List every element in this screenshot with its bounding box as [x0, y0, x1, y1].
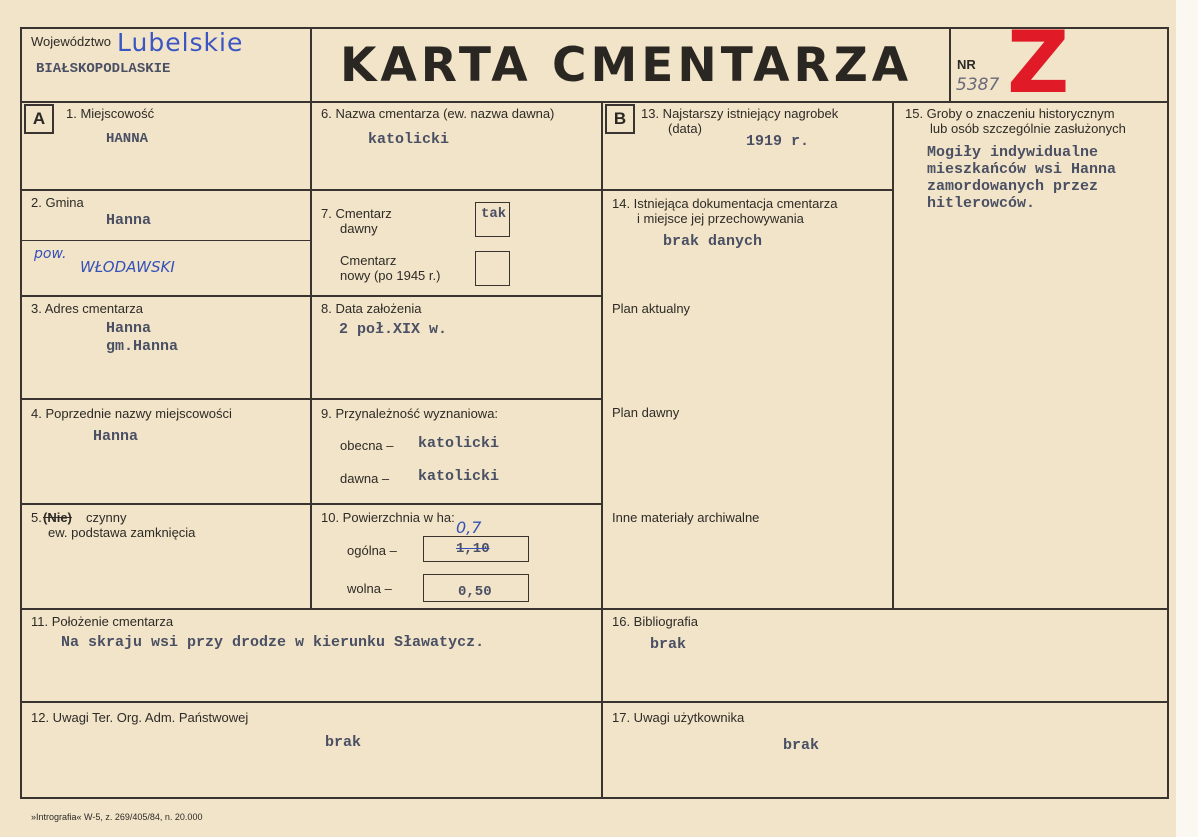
pow-line [20, 240, 310, 241]
field-16-label: 16. Bibliografia [612, 614, 698, 629]
col-divider-2 [601, 101, 603, 799]
field-15-value: Mogiły indywidualne mieszkańców wsi Hanna zamordowanych przez hitlerowców. [927, 144, 1117, 212]
page-title: KARTA CMENTARZA [340, 38, 913, 93]
field-5-sublabel: ew. podstawa zamknięcia [48, 525, 196, 540]
field-1-value: HANNA [106, 131, 149, 147]
pow-label: pow. [34, 246, 67, 262]
field-7-label: 7. Cmentarz [321, 206, 392, 221]
nr-label: NR [957, 57, 976, 72]
field-13-value: 1919 r. [746, 133, 810, 150]
field-11-value: Na skraju wsi przy drodze w kierunku Sławatycz. [61, 634, 485, 651]
field-10-wolna-value: 0,50 [458, 584, 492, 600]
field-9-obecna-label: obecna – [340, 438, 394, 453]
field-10-ogolna-struck: 1,10 [456, 541, 490, 557]
divider-11 [20, 608, 1169, 610]
field-10-wolna-label: wolna – [347, 581, 392, 596]
field-5-struck: (Nie) [43, 510, 72, 525]
field-7-label2: dawny [340, 221, 378, 236]
field-7-check-value: tak [481, 206, 507, 222]
field-3-label: 3. Adres cmentarza [31, 301, 143, 316]
field-14-label2: i miejsce jej przechowywania [637, 211, 804, 226]
field-12-label: 12. Uwagi Ter. Org. Adm. Państwowej [31, 710, 249, 725]
paper-edge [1176, 0, 1198, 837]
field-7b-label: Cmentarz [340, 253, 397, 268]
field-16-value: brak [650, 636, 687, 653]
field-9-dawna-label: dawna – [340, 471, 390, 486]
wojewodztwo-typed: BIAŁSKOPODLASKIE [36, 61, 171, 77]
section-a-marker: A [24, 104, 54, 134]
field-10-label: 10. Powierzchnia w ha: [321, 510, 455, 525]
field-15-label: 15. Groby o znaczeniu historycznym [905, 106, 1115, 121]
nr-divider [949, 27, 951, 103]
field-4-value: Hanna [93, 428, 139, 445]
field-7-checkbox-nowy[interactable] [475, 251, 510, 286]
field-1-label: 1. Miejscowość [66, 106, 155, 121]
divider-12 [20, 701, 1169, 703]
wojewodztwo-stamp: Lubelskie [117, 28, 244, 57]
field-8-label: 8. Data założenia [321, 301, 422, 316]
field-13-label2: (data) [668, 121, 702, 136]
row-line-2 [20, 189, 603, 191]
field-6-label: 6. Nazwa cmentarza (ew. nazwa dawna) [321, 106, 555, 121]
field-6-value: katolicki [368, 131, 450, 148]
field-5-prefix: 5. [31, 510, 42, 525]
field-15-label2: lub osób szczególnie zasłużonych [930, 121, 1126, 136]
field-10-ogolna-new: 0,7 [456, 518, 482, 537]
field-9-label: 9. Przynależność wyznaniowa: [321, 406, 499, 421]
field-17-value: brak [783, 737, 820, 754]
row-line-14 [601, 189, 893, 191]
col-divider-1 [310, 27, 312, 610]
section-b-marker: B [605, 104, 635, 134]
frame-left [20, 27, 22, 799]
field-5-label: czynny [86, 510, 127, 525]
field-13-label: 13. Najstarszy istniejący nagrobek [641, 106, 839, 121]
inne-materialy-label: Inne materiały archiwalne [612, 510, 760, 525]
plan-aktualny-label: Plan aktualny [612, 301, 691, 316]
field-17-label: 17. Uwagi użytkownika [612, 710, 745, 725]
col-divider-3 [892, 101, 894, 610]
wojewodztwo-label: Województwo [31, 34, 111, 49]
field-4-label: 4. Poprzednie nazwy miejscowości [31, 406, 232, 421]
field-12-value: brak [325, 734, 362, 751]
frame-bottom [20, 797, 1169, 799]
printer-footer: »Intrografia« W-5, z. 269/405/84, n. 20.000 [31, 812, 203, 822]
nr-letter-stamp: Z [1007, 13, 1070, 113]
field-2-value: Hanna [106, 212, 152, 229]
field-7b-label2: nowy (po 1945 r.) [340, 268, 441, 283]
field-11-label: 11. Położenie cmentarza [31, 614, 174, 629]
field-8-value: 2 poł.XIX w. [339, 321, 448, 338]
field-9-obecna-value: katolicki [418, 435, 500, 452]
nr-number: 5387 [956, 75, 1000, 95]
plan-dawny-label: Plan dawny [612, 405, 680, 420]
field-14-value: brak danych [663, 233, 763, 250]
row-line-4 [20, 398, 603, 400]
frame-right [1167, 27, 1169, 799]
row-line-5 [20, 503, 603, 505]
field-9-dawna-value: katolicki [418, 468, 500, 485]
header-divider [20, 101, 1169, 103]
field-14-label: 14. Istniejąca dokumentacja cmentarza [612, 196, 838, 211]
row-line-3 [20, 295, 603, 297]
field-3-value: Hanna gm.Hanna [106, 320, 179, 355]
field-2-label: 2. Gmina [31, 195, 84, 210]
pow-value: WŁODAWSKI [80, 258, 175, 276]
field-10-ogolna-label: ogólna – [347, 543, 397, 558]
